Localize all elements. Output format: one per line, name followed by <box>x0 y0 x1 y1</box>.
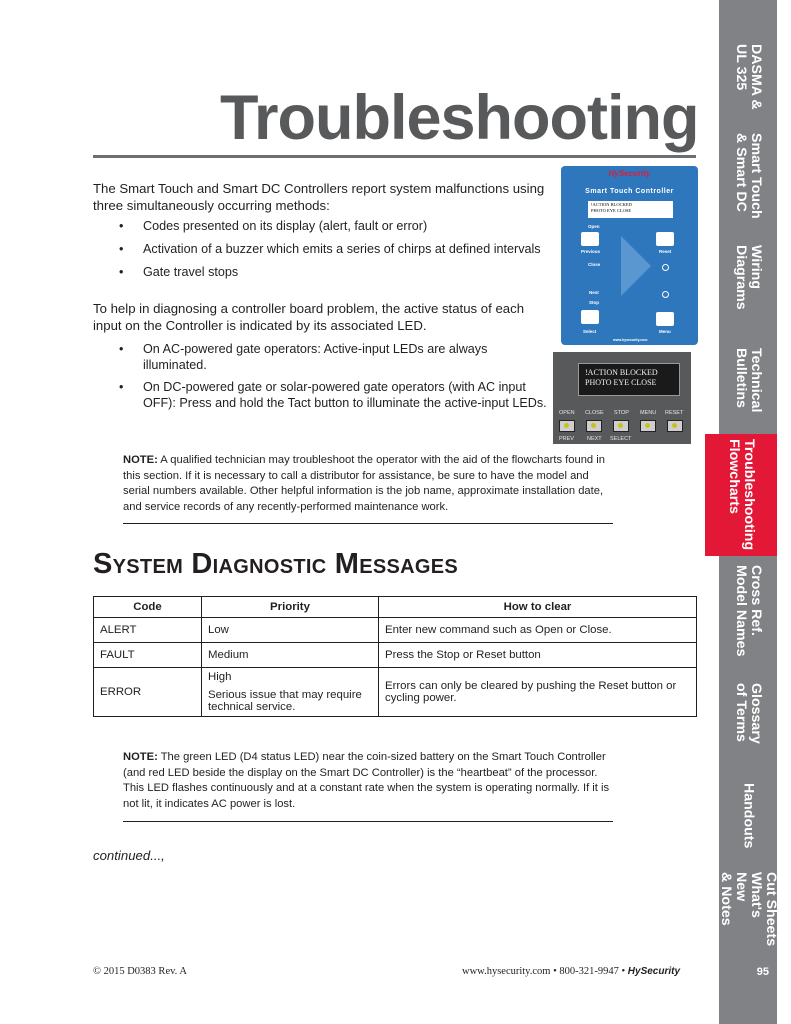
table-row <box>94 643 697 668</box>
ctrl-label-select: Select <box>583 329 597 334</box>
dc-reset-button <box>667 420 683 432</box>
code-cell: FAULT <box>94 643 202 668</box>
priority-detail: Serious issue that may require technical service. <box>208 689 362 713</box>
diagnostic-messages-table <box>93 596 697 717</box>
page-number: 95 <box>756 966 769 978</box>
note-text: The green LED (D4 status LED) near the coin-sized battery on the Smart Touch Controller (and red LED beside the display on the Smart DC Controller) is the “heartbeat” of the processor. This LED flashes continuously and at a constant rate when the system is operating normally. If it is not lit, it indicates AC power is lost. <box>123 751 610 810</box>
column-header: How to clear <box>379 597 697 618</box>
column-header: Code <box>94 597 202 618</box>
footer-contact <box>462 966 680 977</box>
led-paragraph: To help in diagnosing a controller board problem, the active status of each input on the Controller is indicated by its associated LED. <box>93 301 525 333</box>
sidebar-tab-label: Cross Ref. Model Names <box>733 565 764 657</box>
menu-button <box>656 312 674 326</box>
section-title: System Diagnostic Messages <box>93 548 459 580</box>
note-label: NOTE: <box>123 454 158 466</box>
ctrl-label-stop: Stop <box>589 300 599 305</box>
methods-list <box>93 218 553 287</box>
dc-label-reset: RESET <box>665 410 684 416</box>
title-rule <box>93 155 696 158</box>
note-rule <box>123 821 613 822</box>
table-header-row <box>94 597 697 618</box>
sidebar-tab-handouts[interactable] <box>719 776 777 856</box>
sidebar-tab-smart-touch[interactable] <box>719 126 777 226</box>
sidebar-tab-wiring[interactable] <box>719 238 777 316</box>
sidebar-tab-label: Handouts <box>740 783 757 849</box>
dc-menu-button <box>640 420 656 432</box>
page-title: Troubleshooting <box>220 83 699 153</box>
section-sidebar <box>719 0 777 1024</box>
controller-lcd <box>588 201 673 218</box>
sidebar-tab-glossary[interactable] <box>719 676 777 750</box>
continued-text: continued..., <box>93 848 165 863</box>
dc-line: !ACTION BLOCKED <box>585 368 658 377</box>
select-stop-button <box>581 310 599 324</box>
table-row <box>94 668 697 717</box>
clear-cell: Press the Stop or Reset button <box>379 643 697 668</box>
sidebar-tab-label: DASMA & UL 325 <box>733 44 764 110</box>
note-text: A qualified technician may troubleshoot the operator with the aid of the flowcharts found in this section. If it is necessary to call a distributor for assistance, be sure to have the model and serial numbers available. Other helpful information is the job name, approximate installation date, and service records of any recently-performed maintenance work. <box>123 454 605 513</box>
code-cell: ALERT <box>94 618 202 643</box>
arrow-graphic-icon <box>616 226 656 306</box>
lcd-line: !ACTION BLOCKED <box>591 202 632 207</box>
dc-label-menu: MENU <box>640 410 657 416</box>
smart-touch-controller-image <box>561 166 698 345</box>
sidebar-tab-label: Smart Touch & Smart DC <box>733 133 764 219</box>
dc-label-stop: STOP <box>614 410 629 416</box>
list-item: • Gate travel stops <box>93 264 553 280</box>
priority-cell: Medium <box>202 643 379 668</box>
led-list <box>93 341 548 417</box>
sidebar-tab-label: Technical Bulletins <box>733 347 764 413</box>
ctrl-label-reset: Reset <box>659 249 672 254</box>
list-item: • On DC-powered gate or solar-powered gate operators (with AC input OFF): Press and hold the Tact button to illuminate the active-input LEDs. <box>93 379 548 411</box>
sidebar-tab-dasma[interactable] <box>719 28 777 126</box>
previous-open-button <box>581 232 599 246</box>
sidebar-tab-label: Cut Sheets What's New & Notes <box>718 872 779 947</box>
note-label: NOTE: <box>123 751 158 763</box>
dc-close-button <box>586 420 602 432</box>
priority-cell: Low <box>202 618 379 643</box>
ctrl-url: www.hysecurity.com <box>613 338 648 342</box>
ctrl-label-menu: Menu <box>659 329 671 334</box>
list-item: • On AC-powered gate operators: Active-input LEDs are always illuminated. <box>93 341 548 373</box>
contact-text: www.hysecurity.com • 800-321-9947 • <box>462 966 628 977</box>
dc-open-button <box>559 420 575 432</box>
ctrl-label-open: Open <box>588 224 600 229</box>
code-cell: ERROR <box>94 668 202 717</box>
ctrl-label-next: Next <box>589 290 599 295</box>
hysecurity-logo: HySecurity <box>627 966 681 977</box>
ctrl-label-close: Close <box>588 262 601 267</box>
sidebar-tab-label: Wiring Diagrams <box>733 244 764 310</box>
table-row <box>94 618 697 643</box>
note-heartbeat-led <box>123 750 613 812</box>
clear-cell: Enter new command such as Open or Close. <box>379 618 697 643</box>
sidebar-tab-technical[interactable] <box>719 338 777 422</box>
sidebar-tab-troubleshooting[interactable] <box>705 434 777 556</box>
lcd-line: PHOTO EYE CLOSE <box>591 208 632 213</box>
ctrl-label-previous: Previous <box>581 249 601 254</box>
controller-brand: HySecurity <box>608 169 651 178</box>
dc-label-close: CLOSE <box>585 410 604 416</box>
dc-label-prev: PREV <box>559 436 574 442</box>
note-rule <box>123 523 613 524</box>
reset-button <box>656 232 674 246</box>
sidebar-tab-label: Glossary of Terms <box>733 682 764 744</box>
status-led-icon <box>662 291 669 298</box>
dc-stop-button <box>613 420 629 432</box>
footer-copyright: © 2015 D0383 Rev. A <box>93 966 187 977</box>
dc-label-select: SELECT <box>610 436 632 442</box>
dc-label-open: OPEN <box>559 410 575 416</box>
clear-cell: Errors can only be cleared by pushing the Reset button or cycling power. <box>379 668 697 717</box>
note-qualified-technician <box>123 453 613 515</box>
dc-label-next: NEXT <box>587 436 602 442</box>
column-header: Priority <box>202 597 379 618</box>
status-led-icon <box>662 264 669 271</box>
dc-display-text <box>585 368 680 388</box>
intro-paragraph: The Smart Touch and Smart DC Controllers report system malfunctions using three simultaneously occurring methods: <box>93 181 545 213</box>
controller-title: Smart Touch Controller <box>585 188 674 195</box>
priority-level: High <box>208 671 232 683</box>
dc-line: PHOTO EYE CLOSE <box>585 378 657 387</box>
sidebar-tab-label: Troubleshooting Flowcharts <box>726 439 757 551</box>
list-item: • Activation of a buzzer which emits a series of chirps at defined intervals <box>93 241 553 257</box>
priority-cell <box>202 668 379 717</box>
sidebar-tab-cross-ref[interactable] <box>719 562 777 660</box>
sidebar-tab-cut-sheets[interactable] <box>719 872 777 950</box>
list-item: • Codes presented on its display (alert, fault or error) <box>93 218 553 234</box>
